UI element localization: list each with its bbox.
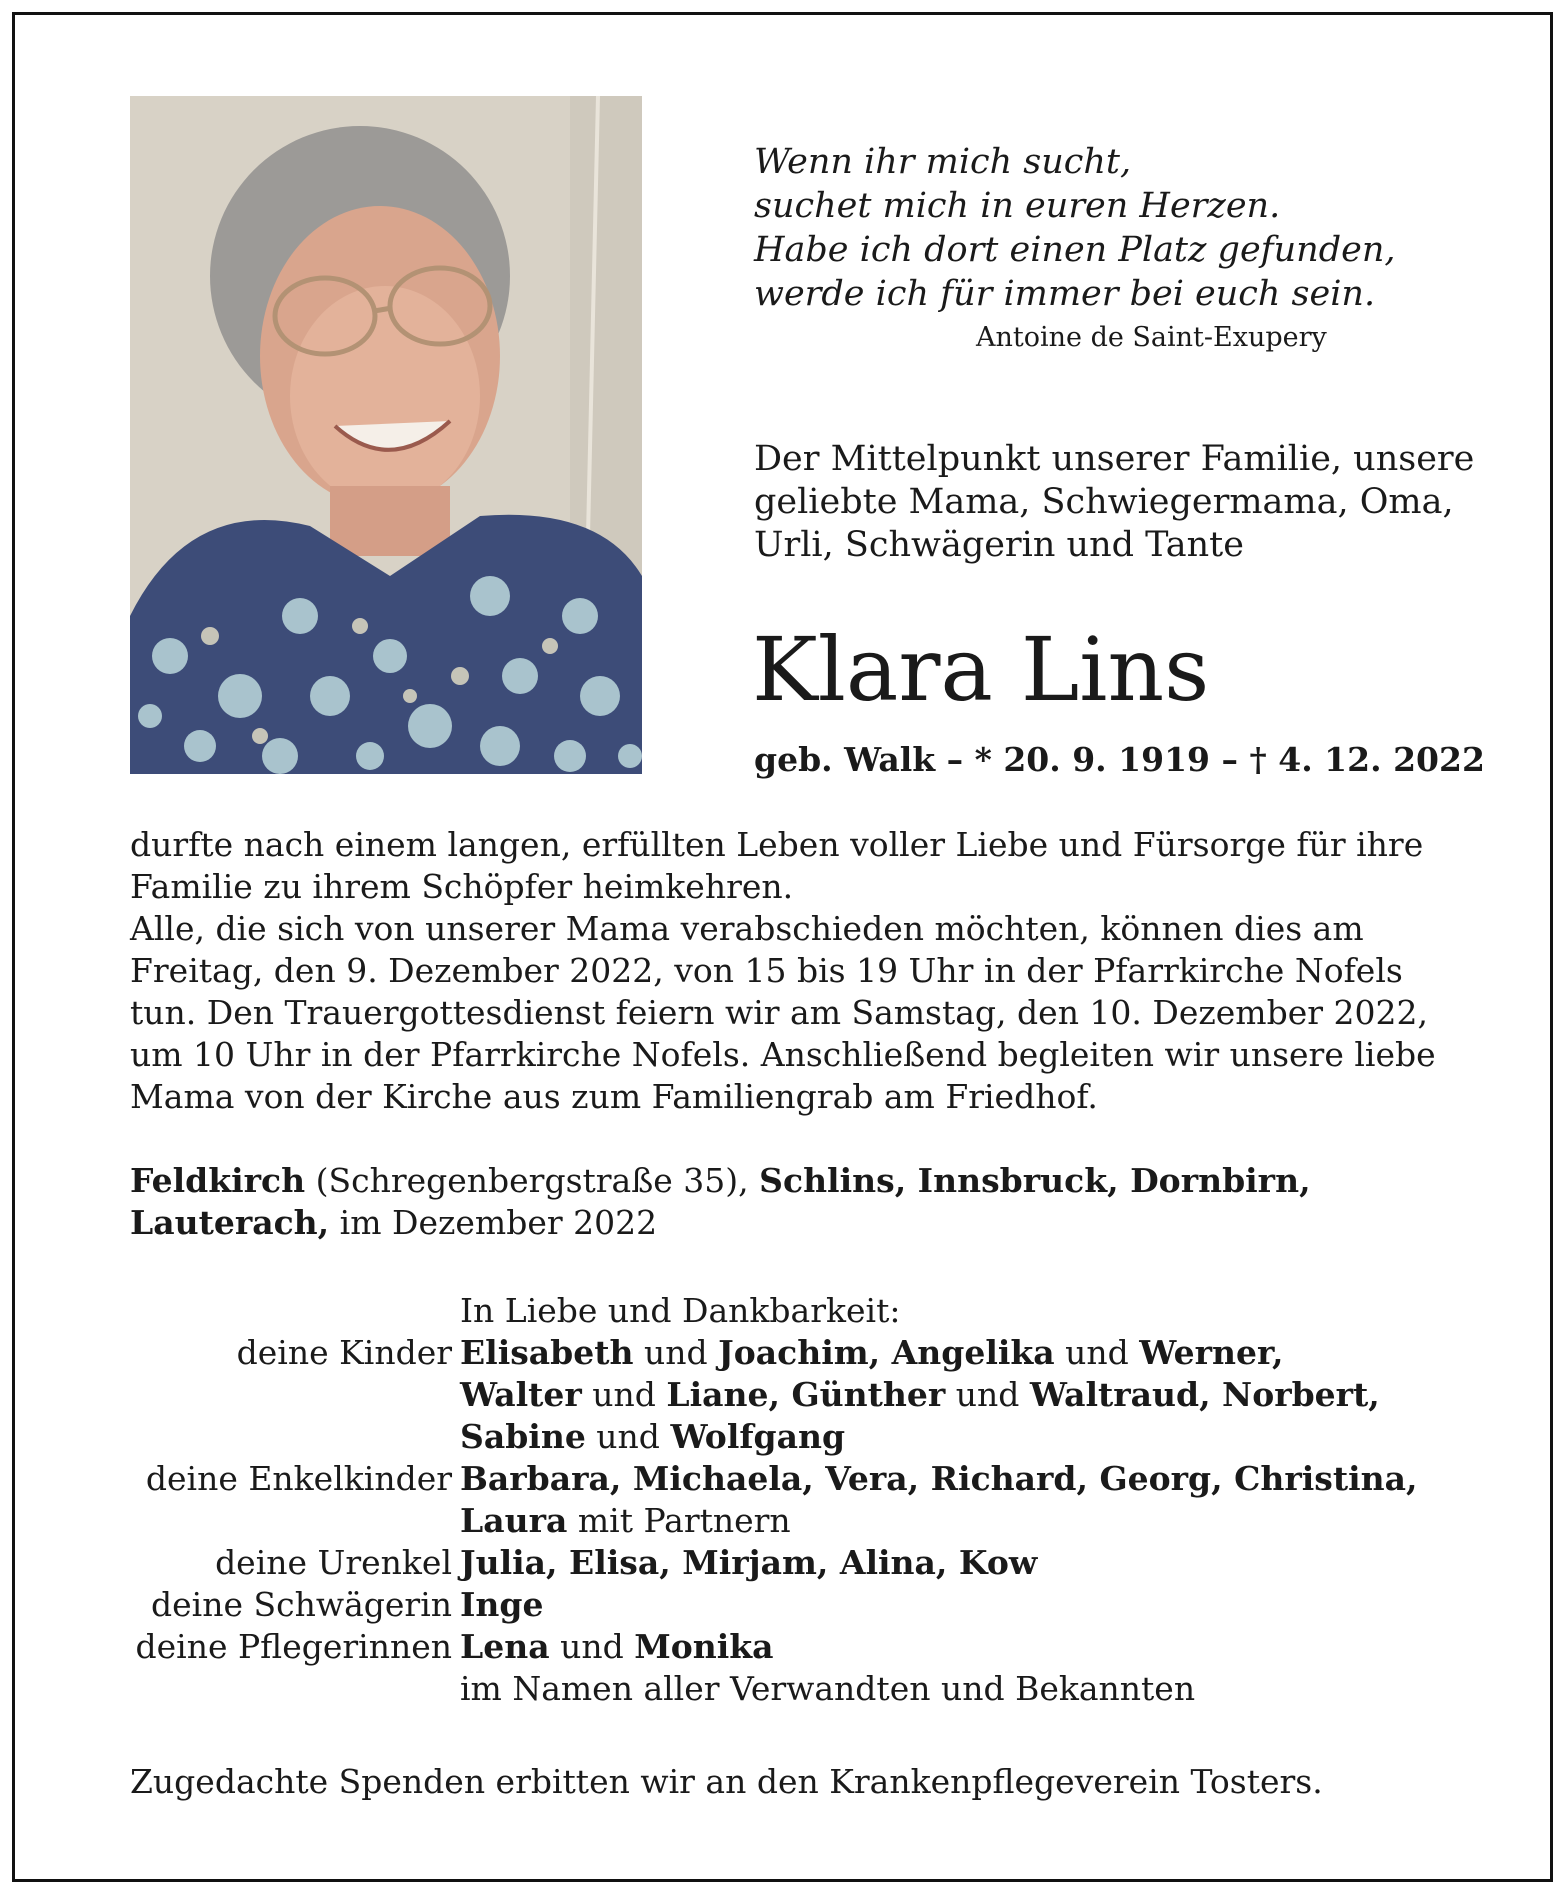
family-name: Julia, Elisa, Mirjam, Alina, Kow	[460, 1543, 1038, 1582]
family-connector: und	[633, 1333, 719, 1372]
family-intro: In Liebe und Dankbarkeit:	[460, 1291, 901, 1330]
family-name: Liane, Günther	[666, 1375, 946, 1414]
family-names-line	[460, 1416, 845, 1458]
family-name: Inge	[460, 1585, 544, 1624]
body-text	[130, 824, 1440, 1118]
family-names-line	[460, 1500, 791, 1542]
family-names-line	[460, 1374, 1380, 1416]
place-town2: Lauterach,	[130, 1203, 330, 1242]
family-connector: und	[945, 1375, 1030, 1414]
family-names-line	[460, 1542, 1037, 1584]
body-line: um 10 Uhr in der Pfarrkirche Nofels. Anschließend begleiten wir unsere liebe	[130, 1035, 1436, 1074]
body-line: Alle, die sich von unserer Mama verabschieden möchten, können dies am	[130, 909, 1364, 948]
places-date	[130, 1160, 1450, 1244]
family-connector: und	[581, 1375, 667, 1414]
birth-death-dates: geb. Walk – * 20. 9. 1919 – † 4. 12. 2022	[754, 740, 1485, 779]
family-name: Walter	[460, 1375, 582, 1414]
family-name: Sabine	[460, 1417, 586, 1456]
family-name: Laura	[460, 1501, 568, 1540]
family-name: Elisabeth	[460, 1333, 634, 1372]
family-role-label: deine Schwägerin	[151, 1585, 452, 1624]
family-names-line	[460, 1584, 544, 1626]
family-role-label: deine Pflegerinnen	[135, 1627, 452, 1666]
family-name: Wolfgang	[670, 1417, 846, 1456]
poem-author: Antoine de Saint-Exupery	[976, 322, 1327, 353]
body-line: Freitag, den 9. Dezember 2022, von 15 bis 19 Uhr in der Pfarrkirche Nofels	[130, 951, 1403, 990]
family-names-line	[460, 1332, 1283, 1374]
place-others: Schlins, Innsbruck, Dornbirn,	[759, 1161, 1311, 1200]
family-names-line	[460, 1458, 1418, 1500]
family-names-line	[460, 1626, 774, 1668]
poem-line: suchet mich in euren Herzen.	[754, 186, 1281, 226]
family-role-label: deine Enkelkinder	[145, 1459, 452, 1498]
family-name: Joachim, Angelika	[718, 1333, 1055, 1372]
family-role-label: deine Urenkel	[215, 1543, 452, 1582]
poem-line: Habe ich dort einen Platz gefunden,	[754, 230, 1396, 270]
place-town: Feldkirch	[130, 1161, 306, 1200]
family-names-line	[460, 1668, 1195, 1710]
family-connector: und	[549, 1627, 635, 1666]
intro-line: geliebte Mama, Schwiegermama, Oma,	[754, 482, 1454, 522]
intro-line: Der Mittelpunkt unserer Familie, unsere	[754, 439, 1475, 479]
places-line	[130, 1202, 1450, 1244]
family-name: Waltraud, Norbert,	[1029, 1375, 1380, 1414]
portrait-photo	[130, 96, 642, 774]
family-name: Werner,	[1139, 1333, 1284, 1372]
family-connector: und	[585, 1417, 671, 1456]
family-name: Barbara, Michaela, Vera, Richard, Georg, Christina,	[460, 1459, 1418, 1498]
family-role-label: deine Kinder	[236, 1333, 452, 1372]
family-connector: und	[1054, 1333, 1140, 1372]
body-line: Familie zu ihrem Schöpfer heimkehren.	[130, 867, 794, 906]
family-name: Monika	[634, 1627, 774, 1666]
places-line	[130, 1160, 1450, 1202]
family-name: Lena	[460, 1627, 550, 1666]
place-address: (Schregenbergstraße 35),	[305, 1161, 760, 1200]
body-line: Mama von der Kirche aus zum Familiengrab am Friedhof.	[130, 1077, 1098, 1116]
poem	[754, 140, 1454, 316]
intro-line: Urli, Schwägerin und Tante	[754, 525, 1244, 565]
family-connector: im Namen aller Verwandten und Bekannten	[460, 1669, 1196, 1708]
poem-line: Wenn ihr mich sucht,	[754, 142, 1132, 182]
body-line: durfte nach einem langen, erfüllten Leben voller Liebe und Fürsorge für ihre	[130, 825, 1424, 864]
intro-text	[754, 438, 1474, 567]
body-line: tun. Den Trauergottesdienst feiern wir am Samstag, den 10. Dezember 2022,	[130, 993, 1428, 1032]
family-connector: mit Partnern	[567, 1501, 791, 1540]
deceased-name: Klara Lins	[752, 618, 1210, 721]
poem-line: werde ich für immer bei euch sein.	[754, 274, 1376, 314]
donation-note: Zugedachte Spenden erbitten wir an den Krankenpflegeverein Tosters.	[130, 1762, 1323, 1801]
place-date: im Dezember 2022	[329, 1203, 658, 1242]
